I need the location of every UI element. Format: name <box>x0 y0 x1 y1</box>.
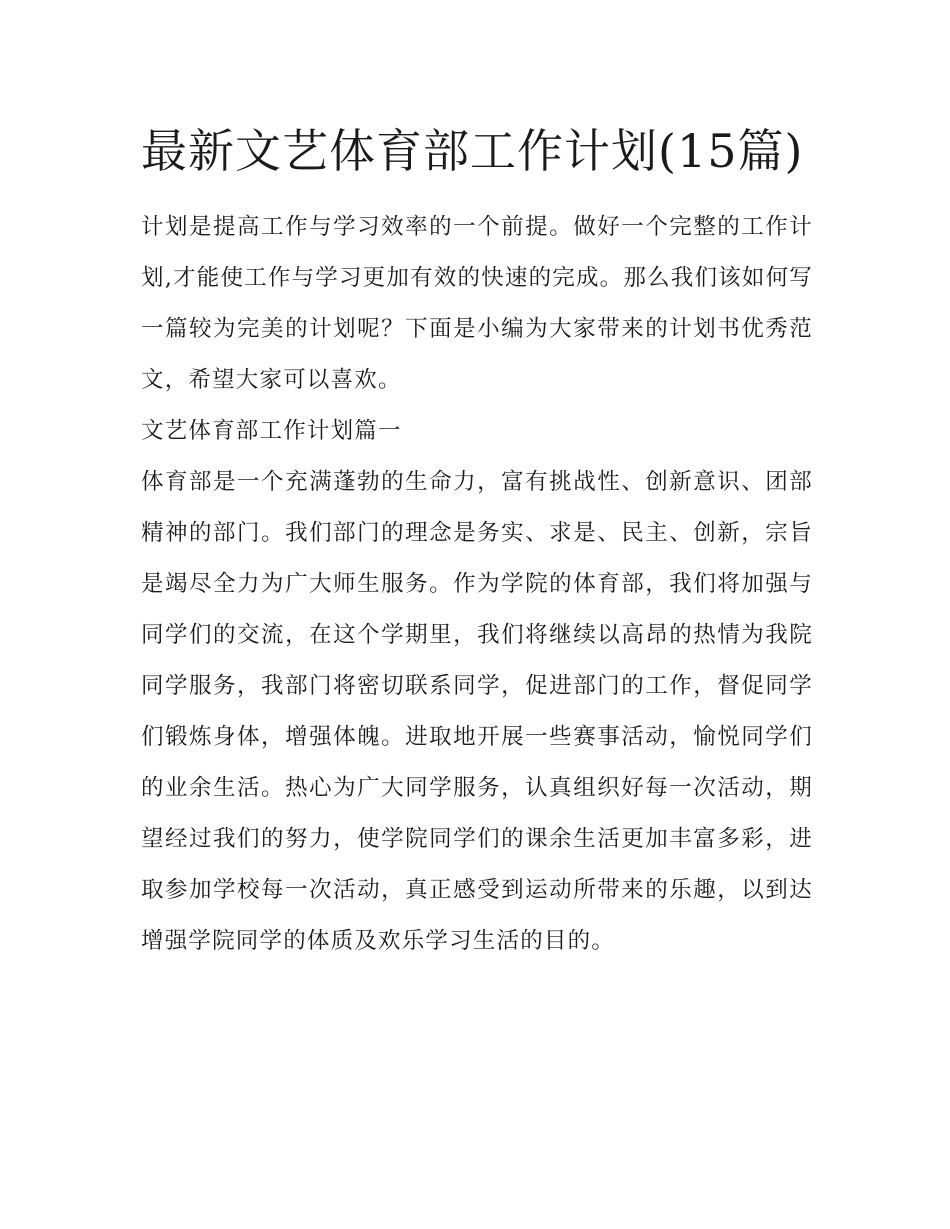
section-heading: 文艺体育部工作计划篇一 <box>141 418 402 444</box>
body-paragraph: 体育部是一个充满蓬勃的生命力，富有挑战性、创新意识、团部精神的部门。我们部门的理念是务实、求是、民主、创新，宗旨是竭尽全力为广大师生服务。作为学院的体育部，我们将加强与同学们的交流，在这个学期里，我们将继续以高昂的热情为我院同学服务，我部门将密切联系同学，促进部门的工作，督促同学们锻炼身体，增强体魄。进取地开展一些赛事活动，愉悦同学们的业余生活。热心为广大同学服务，认真组织好每一次活动，期望经过我们的努力，使学院同学们的课余生活更加丰富多彩，进取参加学校每一次活动，真正感受到运动所带来的乐趣，以到达增强学院同学的体质及欢乐学习生活的目的。 <box>141 469 813 954</box>
document-title: 最新文艺体育部工作计划(15篇) <box>141 124 804 178</box>
intro-paragraph: 计划是提高工作与学习效率的一个前提。做好一个完整的工作计划,才能使工作与学习更加有效的快速的完成。那么我们该如何写一篇较为完美的计划呢？下面是小编为大家带来的计划书优秀范文，希望大家可以喜欢。 <box>141 214 813 393</box>
document-page <box>141 112 813 967</box>
